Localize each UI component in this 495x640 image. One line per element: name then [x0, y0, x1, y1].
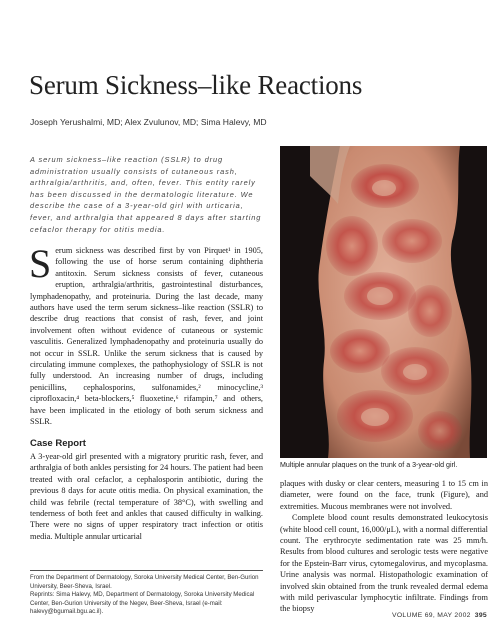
- footnote-divider: [30, 570, 263, 571]
- case-report-text: A 3-year-old girl presented with a migratory pruritic rash, fever, and arthralgia of both ankles persisting for 24 hours. The patient had been treated with oral cefaclor, a cephalosporin antibiotic, during the previous 8 days for acute otitis media. On physical examination, the child was febrile (rectal temperature of 38°C), with swelling and tenderness of both feet and ankles that caused difficulty in walking. There were no signs of upper respiratory tract infection or otitis media. Multiple annular urticarial: [30, 451, 263, 541]
- clinical-photo: [280, 146, 487, 458]
- page-number: 395: [474, 612, 487, 619]
- right-column-paragraph-1: plaques with dusky or clear centers, measuring 1 to 15 cm in diameter, were found on the face, trunk (Figure), and extremities. Mucous membranes were not involved.: [280, 479, 488, 511]
- figure-caption: Multiple annular plaques on the trunk of a 3-year-old girl.: [280, 461, 458, 469]
- case-report-heading: Case Report: [30, 437, 86, 449]
- journal-volume: VOLUME 69, MAY 2002: [392, 612, 471, 619]
- reprints-footnote: Reprints: Sima Halevy, MD, Department of Dermatology, Soroka University Medical Center, Ben-Gurion University of the Negev, Beer-Sheva, Israel (e-mail: halevy@bgumail.bgu.ac.il).: [30, 591, 255, 615]
- abstract: A serum sickness–like reaction (SSLR) to drug administration usually consists of cutaneous rash, arthralgia/arthritis, and, often, fever. This entity rarely has been discussed in the dermatologic literature. We describe the case of a 3-year-old girl with urticaria, fever, and arthralgia that appeared 8 days after starting cefaclor therapy for otitis media.: [30, 155, 262, 234]
- left-column: [29, 241, 263, 542]
- affiliation-footnote: From the Department of Dermatology, Soroka University Medical Center, Ben-Gurion University, Beer-Sheva, Israel.: [30, 574, 259, 590]
- running-footer: [392, 612, 487, 619]
- footnotes: [30, 574, 263, 617]
- right-column-paragraph-2: Complete blood count results demonstrated leukocytosis (white blood cell count, 16,000/μL), with a normal differential count. The erythrocyte sedimentation rate was 25 mm/h. Results from blood cultures and serologic tests were negative for the Epstein-Barr virus, cytomegalovirus, and mycoplasma. Urine analysis was normal. Histopathologic examination of involved skin obtained from the trunk revealed dermal edema with mild perivascular lymphocytic infiltrate. Findings from the biopsy: [280, 513, 488, 614]
- introduction-text: erum sickness was described first by von Pirquet¹ in 1905, following the use of horse serum containing diphtheria antitoxin. Serum sickness consists of fever, cutaneous eruption, arthralgia/arthritis, gastrointestinal disturbances, lymphadenopathy, and proteinuria. During the last decade, many authors have used the term serum sickness–like reaction (SSLR) to describe drug reactions that consist of rash, fever, and joint involvement often without evidence of cutaneous or systemic vasculitis. Generalized lymphadenopathy and proteinuria usually do not occur in SSLR. Unlike the serum sickness that is caused by circulating immune complexes, the pathophysiology of SSLR is not fully understood. An increasing number of drugs, including penicillins, cephalosporins, sulfonamides,² minocycline,³ ciprofloxacin,⁴ beta-blockers,⁵ fluoxetine,⁶ rifampin,⁷ and others, have been implicated in the etiology of both serum sickness and SSLR.: [30, 246, 263, 427]
- drop-cap: S: [29, 241, 52, 286]
- introduction-paragraph: [29, 241, 263, 428]
- author-list: Joseph Yerushalmi, MD; Alex Zvulunov, MD; Sima Halevy, MD: [30, 117, 267, 127]
- article-title: Serum Sickness–like Reactions: [29, 70, 363, 100]
- clinical-photo-drawing: [280, 146, 487, 458]
- right-column: [280, 478, 488, 615]
